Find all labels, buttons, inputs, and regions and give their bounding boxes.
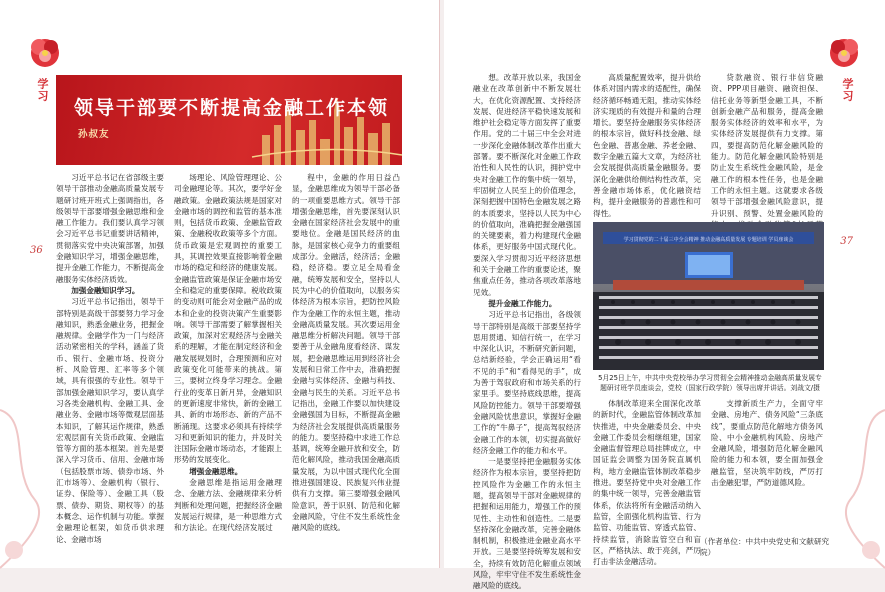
paragraph: 一是要坚持把金融服务实体经济作为根本宗旨，要坚持把防控风险作为金融工作的永恒主题，提高领导干部对金融规律的把握和运用能力，增强工作的预见性、主动性和创造性。二是要坚持深化金融改革，完善金融体制机制，积极推进金融业高水平开放。三是要坚持统筹发展和安全，持续有效防范化解重点领域风险，牢牢守住不发生系统性金融风险的底线。	[473, 457, 581, 591]
paragraph: 支撑新质生产力，全面守牢金融、房地产、债务风险“三条底线”，要重点防范化解地方债务风险、中小金融机构风险、房地产金融风险，增强防范化解金融风险的能力和本领，要全面加强金融监管，坚决筑牢防线，严厉打击金融犯罪，严防道德风险。	[711, 399, 823, 488]
subheading: 加强金融知识学习。	[71, 285, 140, 295]
paragraph: 习近平总书记指出，领导干部特别是高级干部要努力学习金融知识，熟悉金融业务，把握金融规律。金融学作为一门与经济活动紧密相关的学科，涵盖了货币、银行、金融市场、投资分析、风险管理、汇率等多个领域，具有很强的专业性。领导干部加强金融知识学习，要认真学习各类金融机构、金融工具、金融业务、金融市场等微观层面基本知识，了解其运作规律，熟悉宏观层面有关货币政策、金融监管等方面的基本框架。首先是要深入学习货币、信用、金融市场（包括股票市场、债券市场、外汇市场等）、金融机构（银行、证券、保险等）、金融工具（股票、债券、期货、期权等）的基本概念、运作机制与功能。掌握金融理论框架，如货币供求理论、金融市场	[56, 297, 164, 544]
paragraph: 场理论、风险管理理论、公司金融理论等。其次，要学好金融政策。金融政策法规是国家对金融市场的调控和监管的基本准则，包括货币政策、金融监管政策、金融税收政策等多个方面。货币政策是宏观调控的重要工具，其调控效果直接影响着金融市场的稳定和经济的健康发展。金融监管政策是保证金融市场安全和稳定的重要保障。税收政策的变动则可能会对金融产品的成本和企业的投资决策产生重要影响。领导干部需要了解掌握相关政策，加深对宏观经济与金融关系的理解，才能在制定经济和金融发展规划时，合理预测和应对政策变化可能带来的挑战。第三，要树立终身学习理念。金融行业的变革日新月异，金融知识的更新速度非常快，新的金融工具、新的市场形态、新的产品不断涌现。这要求必须具有持续学习和更新知识的能力，并及时关注国际金融市场动态，才能跟上形势的发展变化。	[174, 173, 282, 465]
photo-caption: 5月25日上午，中共中央党校举办学习贯彻全会精神推动金融高质量发展专题研讨班学员座谈会，党校（国家行政学院）领导出席并讲话。刘战文/摄	[598, 374, 822, 392]
conference-photo	[593, 222, 824, 370]
paragraph: 习近平总书记指出，各级领导干部特别是高级干部要坚持学思用贯通、知信行统一，在学习中深化认识，不断研究新问题，总结新经验，学会正确运用“看不见的手”和“看得见的手”，成为善于驾驭政府和市场关系的行家里手。要坚持底线思维，提高风险防控能力。领导干部要增强金融风险忧患意识，掌握好金融工作的“牛鼻子”，提高驾驭经济金融工作的本领，切实提高做好经济金融工作的能力和水平。	[473, 310, 581, 455]
page-number-left: 36	[30, 245, 43, 256]
decorative-floral-border	[835, 380, 885, 568]
right-column-3	[711, 72, 823, 218]
right-bottom-column-1	[593, 398, 701, 567]
left-page	[0, 0, 440, 568]
left-column-3	[292, 172, 400, 552]
paragraph: 金融思维是指运用金融理念、金融方法、金融规律来分析判断和处理问题，把握经济金融发展运行规律，是一种思维方式和方法论。在现代经济发展过	[174, 478, 282, 533]
meeting-hall-illustration	[593, 222, 824, 370]
subheading: 提升金融工作能力。	[488, 298, 557, 308]
left-column-1	[56, 172, 164, 552]
paragraph: 体制改革迎来全面深化改革的新时代，金融监管体制改革加快推进，中央金融委员会、中央金融工作委员会相继组建，国家金融监督管理总局挂牌成立，中国证监会调整为国务院直属机构，地方金融监管体制改革稳步推进。要坚持党中央对金融工作的集中统一领导，完善金融监管体系，依法将所有金融活动纳入监管，全面强化机构监管、行为监管、功能监管、穿透式监管、持续监管，消除监管空白和盲区，严格执法、敢于亮剑，严厉打击非法金融活动。	[593, 399, 701, 567]
section-tag: 学习	[36, 78, 49, 102]
section-tag: 学习	[841, 78, 854, 102]
page-number-right: 37	[840, 236, 853, 247]
paragraph: 贷款融资、银行非信贷融资、PPP项目融资、融资担保、信托业务等新型金融工具，不断创新金融产品和服务，提高金融服务实体经济的效率和水平，为实体经济发展提供有力支撑。第四，要提高防范化解金融风险的能力。防范化解金融风险特别是防止发生系统性金融风险，是金融工作的根本性任务，也是金融工作的永恒主题。这就要求各级领导干部增强金融风险意识，提升识别、预警、处置金融风险的	[711, 73, 823, 218]
peony-flower-icon	[26, 34, 64, 72]
right-bottom-column-2	[711, 398, 823, 532]
right-column-2	[593, 72, 701, 218]
paragraph: 高质量配置效率，提升供给体系对国内需求的适配性，确保经济循环畅通无阻，推动实体经济实现质的有效提升和量的合理增长。要坚持金融服务实体经济的根本宗旨，做好科技金融、绿色金融、普惠金融、养老金融、数字金融五篇大文章，为经济社会发展提供高质量金融服务。要深化金融供给侧结构性改革，完善金融市场体系，优化融资结构，提升金融服务的普惠性和可得性。	[593, 73, 701, 218]
decorative-floral-border	[0, 380, 50, 568]
left-column-2	[174, 172, 282, 552]
article-title-banner	[56, 75, 402, 165]
article-author: 孙叔友	[78, 129, 110, 140]
subheading: 增强金融思维。	[189, 466, 243, 476]
paragraph: 程中，金融的作用日益凸显，金融思维成为领导干部必备的一项重要思维方式。领导干部增强金融思维，首先要深刻认识金融在国家经济社会发展中的重要地位。金融是国民经济的血脉，是国家核心竞争力的重要组成部分。金融活，经济活；金融稳，经济稳。要立足全局看金融，统筹发展和安全，坚持以人民为中心的价值取向，以服务实体经济为根本宗旨，把防控风险作为金融工作的永恒主题，推动金融高质量发展。其次要运用金融思维分析解决问题。领导干部要善于从金融角度看经济、谋发展，把金融思维运用到经济社会发展和日常工作中去，准确把握金融与实体经济、金融与科技、金融与民生的关系。习近平总书记指出，金融工作要以加快建设金融强国为目标，不断提高金融为经济社会发展提供高质量服务的能力。要坚持稳中求进工作总基调，统筹金融开放和安全，防范化解风险，推动我国金融高质量发展，为以中国式现代化全面推进强国建设、民族复兴伟业提供有力支撑。第三要增强金融风险意识，善于识别、防范和化解金融风险，守住不发生系统性金融风险的底线。	[292, 173, 400, 533]
article-title: 领导干部要不断提高金融工作本领	[74, 97, 390, 119]
peony-flower-icon	[825, 34, 863, 72]
right-column-1	[473, 72, 581, 591]
paragraph: 习近平总书记在省部级主要领导干部推动金融高质量发展专题研讨班开班式上强调指出，各级领导干部要增强金融思维和金融工作能力。我们要认真学习领会习近平总书记重要讲话精神，贯彻落实党中央决策部署，加强金融知识学习，增强金融思维，提升金融工作能力，不断提高金融服务实体经济质效。	[56, 173, 164, 284]
hall-banner-text: 学习贯彻党的二十届三中全会精神 推动金融高质量发展 专题培训 学员座谈会	[623, 237, 794, 243]
paragraph: 想。改革开放以来，我国金融业在改革创新中不断发展壮大，在优化资源配置、支持经济发展、促进经济平稳快速发展和维护社会稳定等方面发挥了重要作用。党的二十届三中全会对进一步深化金融体制改革作出重大部署。要不断深化对金融工作政治性和人民性的认识，拥护党中央对金融工作的集中统一领导，牢固树立人民至上的价值理念，深刻把握中国特色金融发展之路的本质要求，坚持以人民为中心的价值取向，准确把握金融强国的关键要素，着力构建现代金融体系，更好服务中国式现代化。要深入学习贯彻习近平经济思想和关于金融工作的重要论述，聚焦重点任务，推动各项改革落地见效。	[473, 73, 581, 297]
author-affiliation: （作者单位：中共中央党史和文献研究院）	[700, 537, 830, 557]
